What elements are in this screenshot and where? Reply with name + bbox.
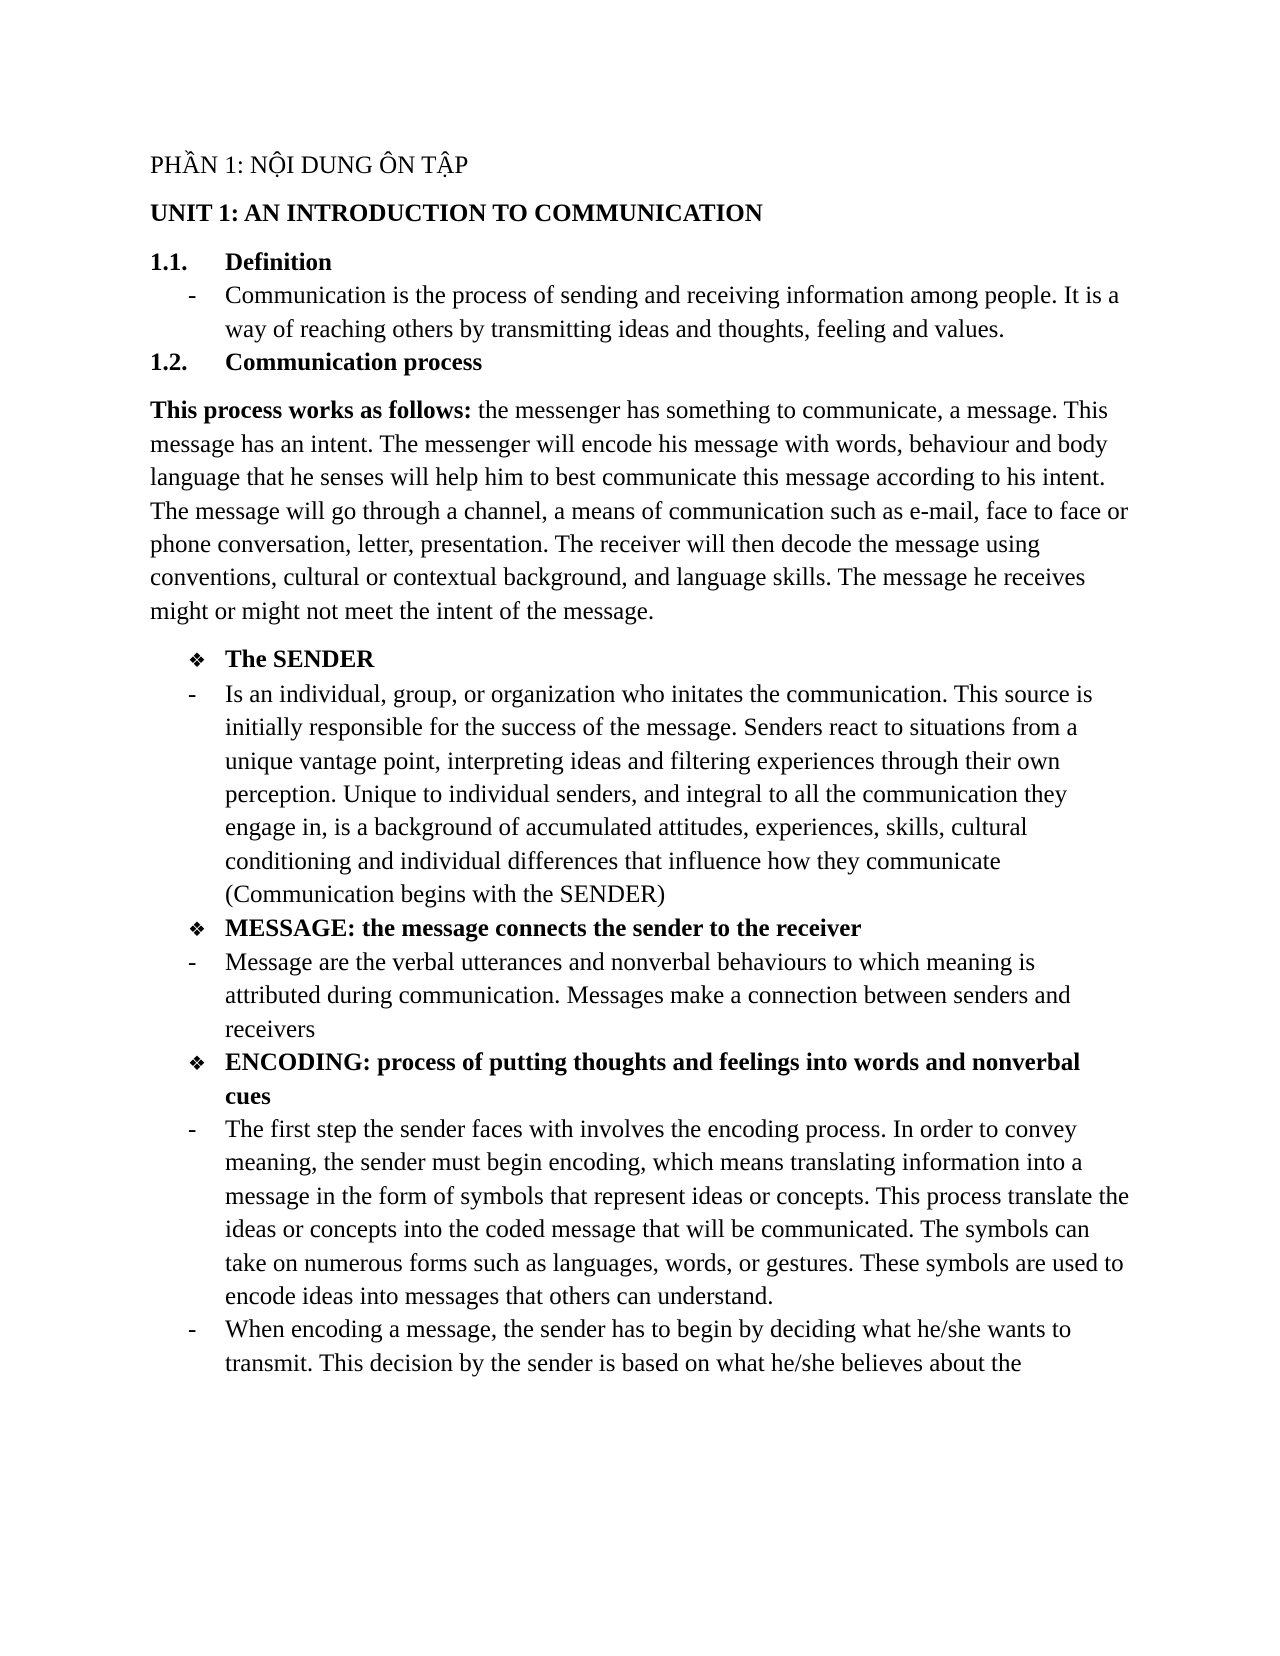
dash-marker: - <box>188 948 197 976</box>
list-item-text: When encoding a message, the sender has to begin by deciding what he/she wants to transmit. This decision by the sender is based on what he/she believes about the <box>225 1316 1072 1377</box>
list-item-text: Message are the verbal utterances and nonverbal behaviours to which meaning is attributed during communication. Messages make a connection between senders and receivers <box>225 948 1071 1043</box>
process-lead: This process works as follows: <box>150 397 472 425</box>
element-heading-text: The SENDER <box>225 646 375 674</box>
section-title: Definition <box>225 248 332 276</box>
section-heading-process <box>150 346 1130 379</box>
element-heading-encoding <box>150 1046 1130 1113</box>
list-item <box>150 1113 1130 1313</box>
section-heading-definition <box>150 246 1130 279</box>
dash-marker: - <box>188 282 197 310</box>
element-heading-text: ENCODING: process of putting thoughts and feelings into words and nonverbal cues <box>225 1049 1081 1110</box>
list-item-text: The first step the sender faces with involves the encoding process. In order to convey meaning, the sender must begin encoding, which means translating information into a message in the form of symbols that represent ideas or concepts. This process translate the ideas or concepts into the coded message that will be communicated. The symbols can take on numerous forms such as languages, words, or gestures. These symbols are used to encode ideas into messages that others can understand. <box>225 1115 1130 1310</box>
list-item <box>150 678 1130 912</box>
list-item <box>150 1313 1130 1380</box>
process-body: the messenger has something to communicate, a message. This message has an intent. The messenger will encode his message with words, behaviour and body language that he senses will help him to best communicate this message according to his intent. The message will go through a channel, a means of communication such as e-mail, face to face or phone conversation, letter, presentation. The receiver will then decode the message using conventions, cultural or contextual background, and language skills. The message he receives might or might not meet the intent of the message. <box>150 397 1129 625</box>
unit-title: UNIT 1: AN INTRODUCTION TO COMMUNICATION <box>150 200 763 228</box>
diamond-bullet-icon: ❖ <box>188 916 206 941</box>
dash-marker: - <box>188 1316 197 1344</box>
element-heading-sender <box>150 643 1130 677</box>
section-number: 1.2. <box>150 349 188 377</box>
dash-marker: - <box>188 1115 197 1143</box>
list-item-text: Is an individual, group, or organization who initates the communication. This source is initially responsible for the success of the message. Senders react to situations from a unique vantage point, interpreting ideas and filtering experiences through their own perception. Unique to individual senders, and integral to all the communication they engage in, is a background of accumulated attitudes, experiences, skills, cultural conditioning and individual differences that influence how they communicate (Communication begins with the SENDER) <box>225 680 1093 909</box>
section-number: 1.1. <box>150 248 188 276</box>
definition-list-item <box>150 279 1130 346</box>
process-paragraph <box>150 394 1130 628</box>
element-heading-text: MESSAGE: the message connects the sender to the receiver <box>225 914 862 942</box>
section-title: Communication process <box>225 349 483 377</box>
diamond-bullet-icon: ❖ <box>188 1051 206 1076</box>
document-body <box>150 149 1130 1380</box>
definition-text: Communication is the process of sending and receiving information among people. It is a way of reaching others by transmitting ideas and thoughts, feeling and values. <box>225 282 1120 343</box>
diamond-bullet-icon: ❖ <box>188 648 206 673</box>
part-title: PHẦN 1: NỘI DUNG ÔN TẬP <box>150 152 469 179</box>
element-heading-message <box>150 912 1130 946</box>
list-item <box>150 946 1130 1046</box>
dash-marker: - <box>188 680 197 708</box>
